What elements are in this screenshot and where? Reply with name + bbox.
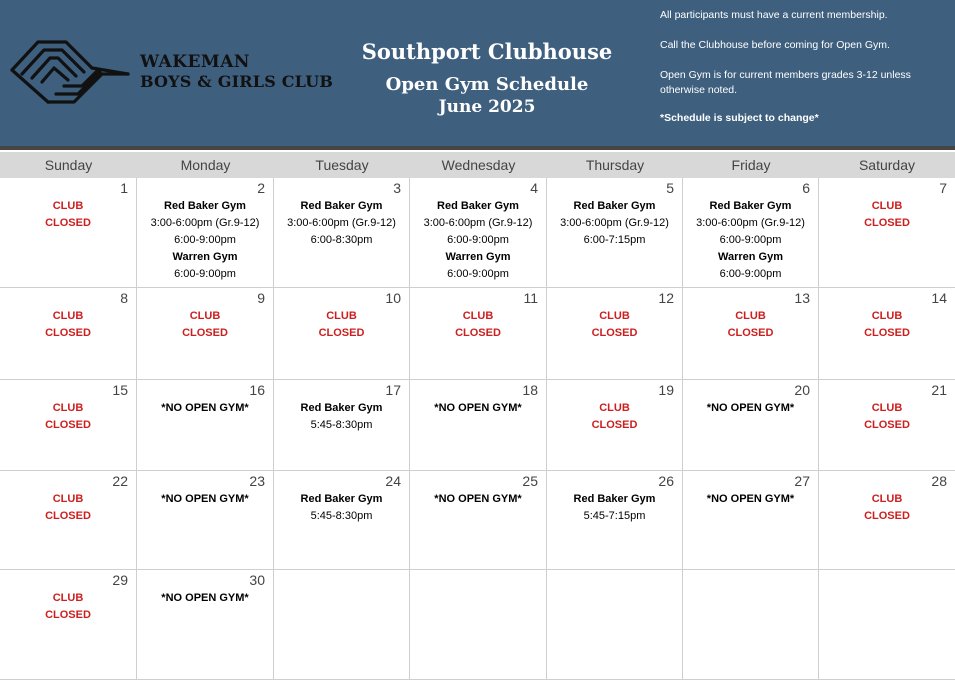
- calendar-day-cell: [819, 380, 955, 471]
- gym-time-label: 6:00-8:30pm: [310, 234, 373, 246]
- gym-time-label: 6:00-9:00pm: [719, 268, 782, 280]
- club-closed-label: CLOSED: [864, 510, 910, 522]
- calendar-day-cell: [410, 570, 547, 680]
- day-number: 7: [939, 180, 947, 196]
- calendar-day-cell: [410, 178, 547, 288]
- gym-time-label: 3:00-6:00pm (Gr.9-12): [287, 217, 396, 229]
- calendar-day-cell: [137, 471, 274, 570]
- no-open-gym-label: *NO OPEN GYM*: [161, 592, 249, 604]
- page-title: Southport Clubhouse: [361, 39, 613, 64]
- logo-wordmark: [140, 52, 333, 92]
- header-banner: [0, 0, 955, 146]
- club-closed-label: CLUB: [599, 402, 630, 414]
- gym-time-label: 6:00-7:15pm: [583, 234, 646, 246]
- club-closed-label: CLOSED: [182, 327, 228, 339]
- calendar-day-cell: [137, 380, 274, 471]
- club-logo-icon: [8, 34, 132, 110]
- gym-time-label: 3:00-6:00pm (Gr.9-12): [150, 217, 260, 229]
- day-names-row: [0, 152, 955, 178]
- gym-venue-label: Red Baker Gym: [437, 200, 519, 212]
- calendar-day-cell: [410, 288, 547, 380]
- calendar-day-cell: [137, 178, 274, 288]
- day-number: 24: [385, 473, 401, 489]
- dayname-wednesday: Wednesday: [441, 157, 516, 173]
- club-closed-label: CLOSED: [318, 327, 365, 339]
- no-open-gym-label: *NO OPEN GYM*: [161, 402, 249, 414]
- page-subtitle: Open Gym Schedule: [385, 74, 589, 95]
- gym-venue-label: Red Baker Gym: [573, 200, 656, 212]
- month-label: June 2025: [438, 97, 536, 117]
- day-number: 4: [530, 180, 538, 196]
- day-number: 14: [931, 290, 947, 306]
- gym-time-label: 3:00-6:00pm (Gr.9-12): [423, 217, 533, 229]
- calendar-day-cell: [410, 380, 547, 471]
- club-closed-label: CLUB: [52, 592, 84, 604]
- no-open-gym-label: *NO OPEN GYM*: [706, 493, 795, 505]
- calendar-day-cell: [683, 380, 819, 471]
- calendar-day-cell: [683, 178, 819, 288]
- gym-venue-label: Red Baker Gym: [300, 493, 383, 505]
- gym-venue-label: Red Baker Gym: [164, 200, 246, 212]
- club-closed-label: CLOSED: [864, 327, 910, 339]
- calendar-day-cell: [819, 471, 955, 570]
- day-number: 21: [931, 382, 947, 398]
- calendar-day-cell: [0, 380, 137, 471]
- club-closed-label: CLOSED: [591, 419, 638, 431]
- club-closed-label: CLUB: [52, 493, 84, 505]
- calendar-day-cell: [137, 570, 274, 680]
- calendar-day-cell: [0, 471, 137, 570]
- note-membership: All participants must have a current membership.: [660, 9, 888, 21]
- no-open-gym-label: *NO OPEN GYM*: [706, 402, 795, 414]
- calendar-day-cell: [547, 570, 683, 680]
- calendar-day-cell: [683, 288, 819, 380]
- calendar-grid: [0, 178, 955, 680]
- calendar-day-cell: [274, 288, 410, 380]
- notes-block: [660, 8, 950, 126]
- dayname-tuesday: Tuesday: [315, 157, 369, 173]
- club-closed-label: CLUB: [871, 200, 903, 212]
- gym-venue-label: Red Baker Gym: [300, 402, 383, 414]
- calendar-day-cell: [0, 288, 137, 380]
- calendar-day-cell: [819, 288, 955, 380]
- day-number: 2: [257, 180, 265, 196]
- gym-time-label: 6:00-9:00pm: [447, 234, 509, 246]
- day-number: 3: [393, 180, 401, 196]
- calendar-day-cell: [547, 178, 683, 288]
- calendar-day-cell: [274, 380, 410, 471]
- day-number: 5: [666, 180, 674, 196]
- day-number: 6: [802, 180, 810, 196]
- calendar-day-cell: [0, 570, 137, 680]
- day-number: 26: [658, 473, 674, 489]
- calendar-day-cell: [274, 570, 410, 680]
- header-divider: [0, 146, 955, 150]
- club-closed-label: CLUB: [52, 310, 84, 322]
- day-number: 1: [120, 180, 128, 196]
- calendar-day-cell: [819, 570, 955, 680]
- day-number: 30: [249, 572, 265, 588]
- club-closed-label: CLUB: [735, 310, 766, 322]
- gym-time-label: 5:45-7:15pm: [583, 510, 646, 522]
- note-schedule-change: *Schedule is subject to change*: [660, 112, 819, 124]
- day-number: 15: [112, 382, 128, 398]
- day-number: 8: [120, 290, 128, 306]
- no-open-gym-label: *NO OPEN GYM*: [434, 493, 522, 505]
- club-closed-label: CLUB: [462, 310, 494, 322]
- day-number: 16: [249, 382, 265, 398]
- day-number: 18: [522, 382, 538, 398]
- club-closed-label: CLUB: [871, 493, 903, 505]
- club-closed-label: CLOSED: [591, 327, 638, 339]
- club-closed-label: CLUB: [52, 402, 84, 414]
- gym-venue-label: Red Baker Gym: [709, 200, 792, 212]
- calendar-day-cell: [410, 471, 547, 570]
- calendar-day-cell: [274, 471, 410, 570]
- dayname-friday: Friday: [731, 157, 771, 173]
- calendar-day-cell: [137, 288, 274, 380]
- calendar-day-cell: [547, 288, 683, 380]
- note-call-clubhouse: Call the Clubhouse before coming for Open Gym.: [660, 39, 890, 51]
- gym-venue-label: Warren Gym: [445, 251, 511, 263]
- day-number: 28: [931, 473, 947, 489]
- day-number: 11: [523, 290, 538, 306]
- gym-time-label: 5:45-8:30pm: [310, 419, 373, 431]
- club-closed-label: CLOSED: [45, 609, 91, 621]
- club-closed-label: CLUB: [599, 310, 630, 322]
- dayname-saturday: Saturday: [858, 157, 916, 173]
- day-number: 22: [112, 473, 128, 489]
- day-number: 10: [385, 290, 401, 306]
- club-closed-label: CLUB: [871, 402, 903, 414]
- club-closed-label: CLUB: [52, 200, 84, 212]
- club-closed-label: CLOSED: [727, 327, 774, 339]
- club-closed-label: CLUB: [326, 310, 357, 322]
- day-number: 25: [522, 473, 538, 489]
- day-number: 19: [658, 382, 674, 398]
- note-grades: Open Gym is for current members grades 3-12 unless otherwise noted.: [660, 69, 911, 96]
- dayname-thursday: Thursday: [585, 157, 645, 173]
- calendar-day-cell: [274, 178, 410, 288]
- dayname-monday: Monday: [180, 157, 231, 173]
- club-closed-label: CLOSED: [864, 217, 910, 229]
- calendar-day-cell: [683, 471, 819, 570]
- gym-time-label: 6:00-9:00pm: [174, 268, 236, 280]
- day-number: 20: [794, 382, 810, 398]
- day-number: 13: [794, 290, 810, 306]
- club-closed-label: CLOSED: [45, 217, 91, 229]
- gym-time-label: 6:00-9:00pm: [719, 234, 782, 246]
- calendar-day-cell: [547, 471, 683, 570]
- dayname-sunday: Sunday: [44, 157, 93, 173]
- calendar-day-cell: [683, 570, 819, 680]
- gym-time-label: 6:00-9:00pm: [447, 268, 509, 280]
- calendar-day-cell: [547, 380, 683, 471]
- club-closed-label: CLUB: [871, 310, 903, 322]
- title-block: [344, 38, 630, 117]
- calendar-day-cell: [0, 178, 137, 288]
- gym-time-label: 6:00-9:00pm: [174, 234, 236, 246]
- day-number: 27: [794, 473, 810, 489]
- gym-time-label: 5:45-8:30pm: [310, 510, 373, 522]
- day-number: 23: [249, 473, 265, 489]
- day-number: 29: [112, 572, 128, 588]
- day-number: 12: [658, 290, 674, 306]
- no-open-gym-label: *NO OPEN GYM*: [434, 402, 522, 414]
- club-closed-label: CLOSED: [45, 419, 91, 431]
- gym-time-label: 3:00-6:00pm (Gr.9-12): [696, 217, 805, 229]
- no-open-gym-label: *NO OPEN GYM*: [161, 493, 249, 505]
- day-number: 17: [385, 382, 401, 398]
- club-closed-label: CLOSED: [45, 327, 91, 339]
- club-closed-label: CLOSED: [864, 419, 910, 431]
- gym-venue-label: Warren Gym: [717, 251, 783, 263]
- club-closed-label: CLUB: [189, 310, 221, 322]
- day-number: 9: [257, 290, 265, 306]
- logo-line2: BOYS & GIRLS CLUB: [140, 72, 334, 91]
- gym-venue-label: Red Baker Gym: [300, 200, 383, 212]
- club-closed-label: CLOSED: [45, 510, 91, 522]
- gym-time-label: 3:00-6:00pm (Gr.9-12): [560, 217, 669, 229]
- club-closed-label: CLOSED: [455, 327, 501, 339]
- logo-line1: WAKEMAN: [140, 52, 250, 72]
- gym-venue-label: Red Baker Gym: [573, 493, 656, 505]
- gym-venue-label: Warren Gym: [172, 251, 238, 263]
- club-logo: [8, 34, 338, 110]
- calendar-day-cell: [819, 178, 955, 288]
